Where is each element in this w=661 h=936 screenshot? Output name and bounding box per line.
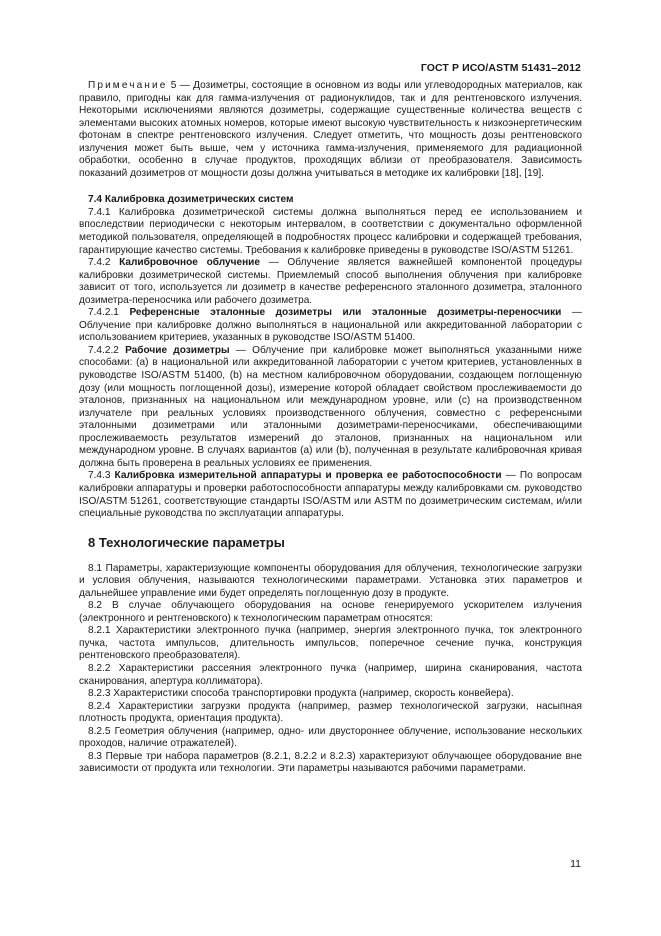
paragraph-8-2-1: 8.2.1 Характеристики электронного пучка (например, энергия электронного пучка, ток электронного пучка, частота импульсов, длительность импульсов, поперечное сечение пучка, конструкция рентгеновского преобразователя). — [79, 625, 582, 662]
section-8-heading: 8 Технологические параметры — [88, 534, 285, 550]
paragraph-8-2-5: 8.2.5 Геометрия облучения (например, одно- или двустороннее облучение, использование нескольких проходов, наличие отражателей). — [79, 725, 582, 750]
paragraph-8-3: 8.3 Первые три набора параметров (8.2.1, 8.2.2 и 8.2.3) характеризуют облучающее оборудование вне зависимости от продукта или технологии. Эти параметры называются рабочими параметрами. — [79, 750, 582, 775]
paragraph-8-2-2: 8.2.2 Характеристики рассеяния электронного пучка (например, ширина сканирования, частота сканирования, апертура коллиматора). — [79, 662, 582, 687]
paragraph-8-2-3: 8.2.3 Характеристики способа транспортировки продукта (например, скорость конвейера). — [88, 688, 514, 700]
note-label: Примечание — [88, 80, 168, 91]
clause-number: 7.4.3 — [88, 470, 115, 482]
clause-number: 7.4.2.1 — [88, 307, 130, 319]
paragraph-7-4-3 — [79, 470, 582, 520]
clause-title: Рабочие дозиметры — [125, 344, 230, 356]
paragraph-7-4-2-2 — [79, 345, 582, 470]
clause-text: — Облучение является важнейшей компонентой процедуры калибровки дозиметрической системы. Приемлемый способ выполнения облучения при калибровке зависит от того, используется ли дозиметр в качестве референсного эталонного дозиметра, эталонного дозиметра-переносчика или рабочего дозиметра. — [79, 257, 582, 306]
clause-number: 7.4.2 — [88, 257, 120, 269]
paragraph-7-4-2 — [79, 257, 582, 307]
note-paragraph — [79, 80, 582, 180]
paragraph-8-2: 8.2 В случае облучающего оборудования на основе генерируемого ускорителем излучения (электронного и рентгеновского) к технологическим параметрам относятся: — [79, 600, 582, 624]
paragraph-8-2-4: 8.2.4 Характеристики загрузки продукта (например, размер технологической загрузки, насыпная плотность продукта, ориентация продукта). — [79, 700, 582, 725]
clause-title: Калибровочное облучение — [119, 257, 260, 269]
clause-text: — Облучение при калибровке может выполняться указанными ниже способами: (a) в национальной или аккредитованной лаборатории с учетом критериев, установленных в руководстве ISO/ASTM 51400, (b) на местном калибровочном оборудовании, создающем поглощенную дозу (или мощность поглощенной дозы), измерение которой обладает свойством прослеживаемости до эталонов, признанных на национальном или международном уровне, или (c) на производственном излучателе при реальных условиях производственного облучения, совместно с референсными эталонными дозиметрами или эталонными дозиметрами-переносчиками, обеспечивающими прослеживаемость результатов измерений до эталонов, признанных на национальном или международном уровне. В случаях вариантов (a) или (b), полученная в результате калибровочная кривая должна быть проверена в реальных условиях ее применения. — [79, 344, 582, 469]
paragraph-7-4-2-1 — [79, 307, 582, 345]
document-body — [79, 80, 582, 776]
clause-title: Референсные эталонные дозиметры или эталонные дозиметры-переносчики — [129, 307, 562, 319]
document-header: ГОСТ Р ИСО/ASTM 51431–2012 — [420, 62, 581, 74]
clause-text: — Облучение при калибровке должно выполняться в национальной или аккредитованной лаборатории с использованием критериев, указанных в руководстве ISO/ASTM 51400. — [79, 307, 582, 344]
clause-number: 7.4.2.2 — [88, 344, 126, 356]
paragraph-8-1: 8.1 Параметры, характеризующие компоненты оборудования для облучения, технологические загрузки и условия облучения, называются технологическими параметрами. Установка этих параметров и дальнейшее управление ими будет определять поглощенную дозу в продукте. — [79, 562, 582, 599]
clause-title: Калибровка измерительной аппаратуры и проверка ее работоспособности — [114, 470, 502, 482]
page-number: 11 — [570, 858, 581, 870]
clause-text: — По вопросам калибровки аппаратуры и проверки работоспособности аппаратуры между калибровками см. руководство ISO/ASTM 51261, соответствующие стандарты ISO/ASTM или ASTM по дозиметрическим системам, и/или специальные руководства по эксплуатации аппаратуры. — [79, 470, 582, 520]
note-text: 5 — Дозиметры, состоящие в основном из воды или углеводородных материалов, как правило, пригодны как для гамма-излучения от радионуклидов, так и для рентгеновского излучения. Некоторыми исключениями являются дозиметры, содержащие существенные количества веществ с элементами высоких атомных номеров, которые имеют высокую чувствительность к низкоэнергетическим фотонам в спектре рентгеновского излучения. Следует отметить, что мощность дозы рентгеновского излучения может быть выше, чем у источника гамма-излучения, применяемого для радиационной обработки, особенно в случае продуктов, проходящих вблизи от преобразователя. Зависимость показаний дозиметров от мощности дозы должна учитываться в методике их калибровки [18], [19]. — [79, 80, 582, 179]
paragraph-7-4-1: 7.4.1 Калибровка дозиметрической системы должна выполняться перед ее использованием и впоследствии периодически с некоторым интервалом, в соответствии с документально оформленной методикой пользователя, определяющей в подробностях процесс калибровки и содержащей требования, гарантирующие качество системы. Требования к калибровке приведены в руководстве ISO/ASTM 51261. — [79, 206, 582, 256]
section-7-4-heading: 7.4 Калибровка дозиметрических систем — [88, 194, 294, 206]
